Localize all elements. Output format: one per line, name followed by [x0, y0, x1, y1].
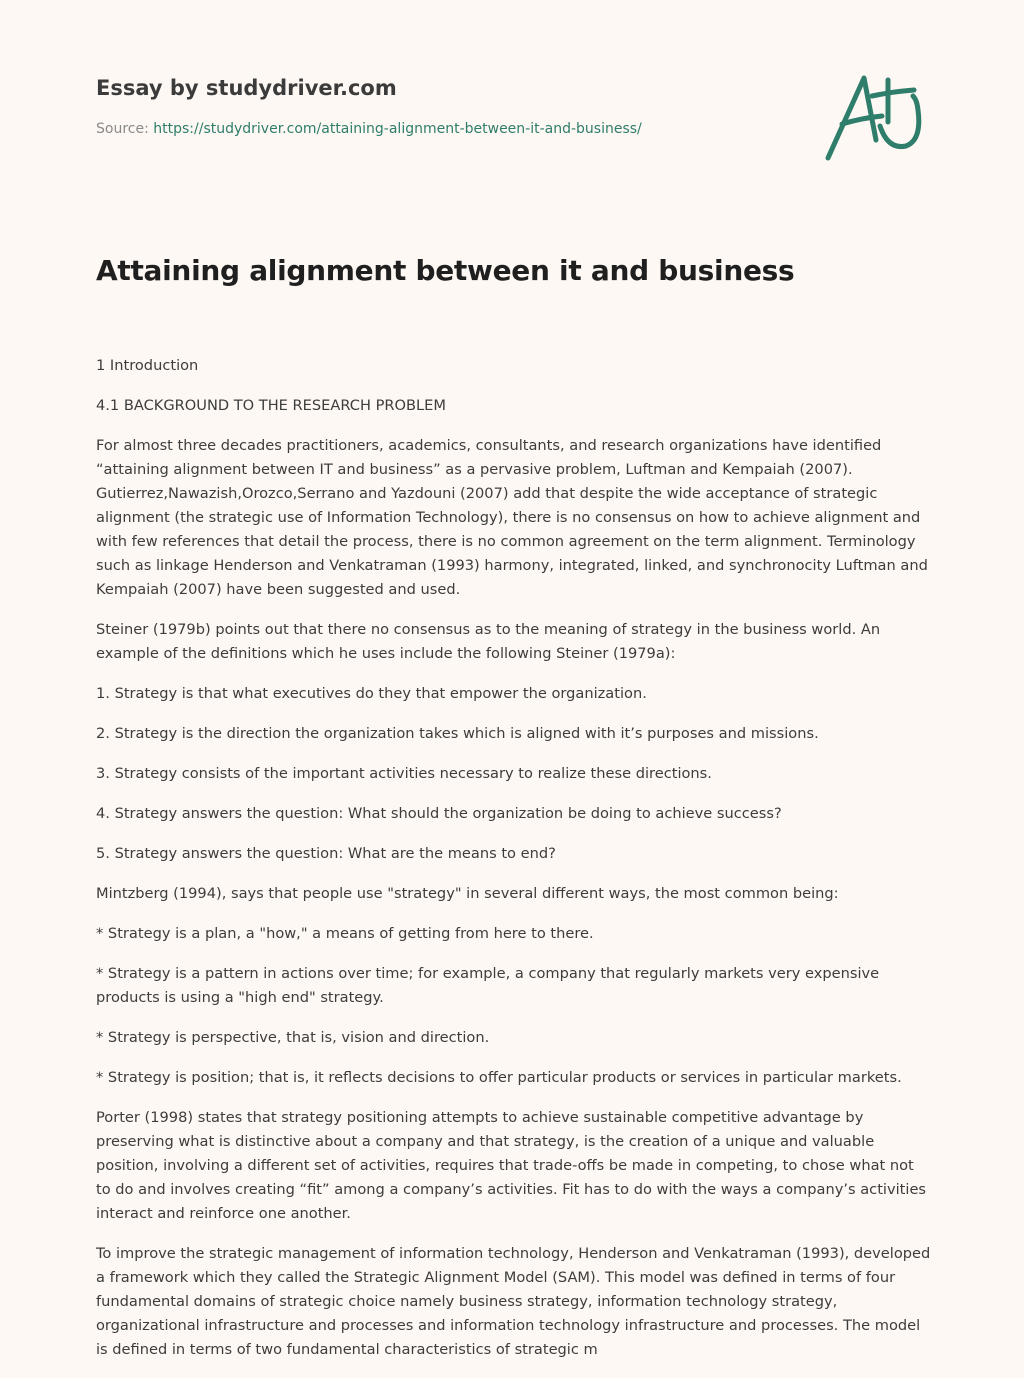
source-link[interactable]: https://studydriver.com/attaining-alignment-between-it-and-business/ [153, 121, 642, 137]
source-label: Source: [96, 121, 149, 137]
essay-paragraph: For almost three decades practitioners, academics, consultants, and research organizations have identified “attaining alignment between IT and business” as a pervasive problem, Luftman and Kempaiah (2007). Gutierrez,Nawazish,Orozco,Serrano and Yazdouni (2007) add that despite the wide acceptance of strategic alignment (the strategic use of Information Technology), there is no consensus on how to achieve alignment and with few references that detail the process, there is no common agreement on the term alignment. Terminology such as linkage Henderson and Venkatraman (1993) harmony, integrated, linked, and synchronocity Luftman and Kempaiah (2007) have been suggested and used. [96, 437, 928, 598]
page-header [96, 76, 796, 137]
essay-paragraph: 1. Strategy is that what executives do they that empower the organization. [96, 685, 647, 702]
essay-title: Attaining alignment between it and business [96, 254, 795, 287]
essay-paragraph: * Strategy is a plan, a "how," a means of getting from here to there. [96, 925, 594, 942]
essay-paragraph: 3. Strategy consists of the important activities necessary to realize these directions. [96, 765, 712, 782]
essay-paragraph: 5. Strategy answers the question: What are the means to end? [96, 845, 556, 862]
brand-title: Essay by studydriver.com [96, 76, 397, 100]
essay-paragraph: 4. Strategy answers the question: What should the organization be doing to achieve success? [96, 805, 782, 822]
essay-body [96, 354, 932, 1378]
essay-paragraph: * Strategy is perspective, that is, vision and direction. [96, 1029, 490, 1046]
essay-paragraph: Mintzberg (1994), says that people use "strategy" in several different ways, the most common being: [96, 885, 839, 902]
a-plus-logo-icon [818, 66, 928, 166]
essay-paragraph: * Strategy is a pattern in actions over time; for example, a company that regularly markets very expensive products is using a "high end" strategy. [96, 965, 880, 1006]
essay-paragraph: Porter (1998) states that strategy positioning attempts to achieve sustainable competitive advantage by preserving what is distinctive about a company and that strategy, is the creation of a unique and valuable position, involving a different set of activities, requires that trade-offs be made in competing, to chose what not to do and involves creating “fit” among a company’s activities. Fit has to do with the ways a company’s activities interact and reinforce one another. [96, 1109, 927, 1222]
essay-paragraph: * Strategy is position; that is, it reflects decisions to offer particular products or services in particular markets. [96, 1069, 902, 1086]
essay-paragraph: 2. Strategy is the direction the organization takes which is aligned with it’s purposes and missions. [96, 725, 819, 742]
source-line [96, 121, 796, 137]
essay-paragraph: 4.1 BACKGROUND TO THE RESEARCH PROBLEM [96, 397, 446, 414]
essay-paragraph: 1 Introduction [96, 357, 199, 374]
essay-paragraph: To improve the strategic management of information technology, Henderson and Venkatraman (1993), developed a framework which they called the Strategic Alignment Model (SAM). This model was defined in terms of four fundamental domains of strategic choice namely business strategy, information technology strategy, organizational infrastructure and processes and information technology infrastructure and processes. The model is defined in terms of two fundamental characteristics of strategic m [96, 1245, 931, 1358]
essay-paragraph: Steiner (1979b) points out that there no consensus as to the meaning of strategy in the business world. An example of the definitions which he uses include the following Steiner (1979a): [96, 621, 881, 662]
